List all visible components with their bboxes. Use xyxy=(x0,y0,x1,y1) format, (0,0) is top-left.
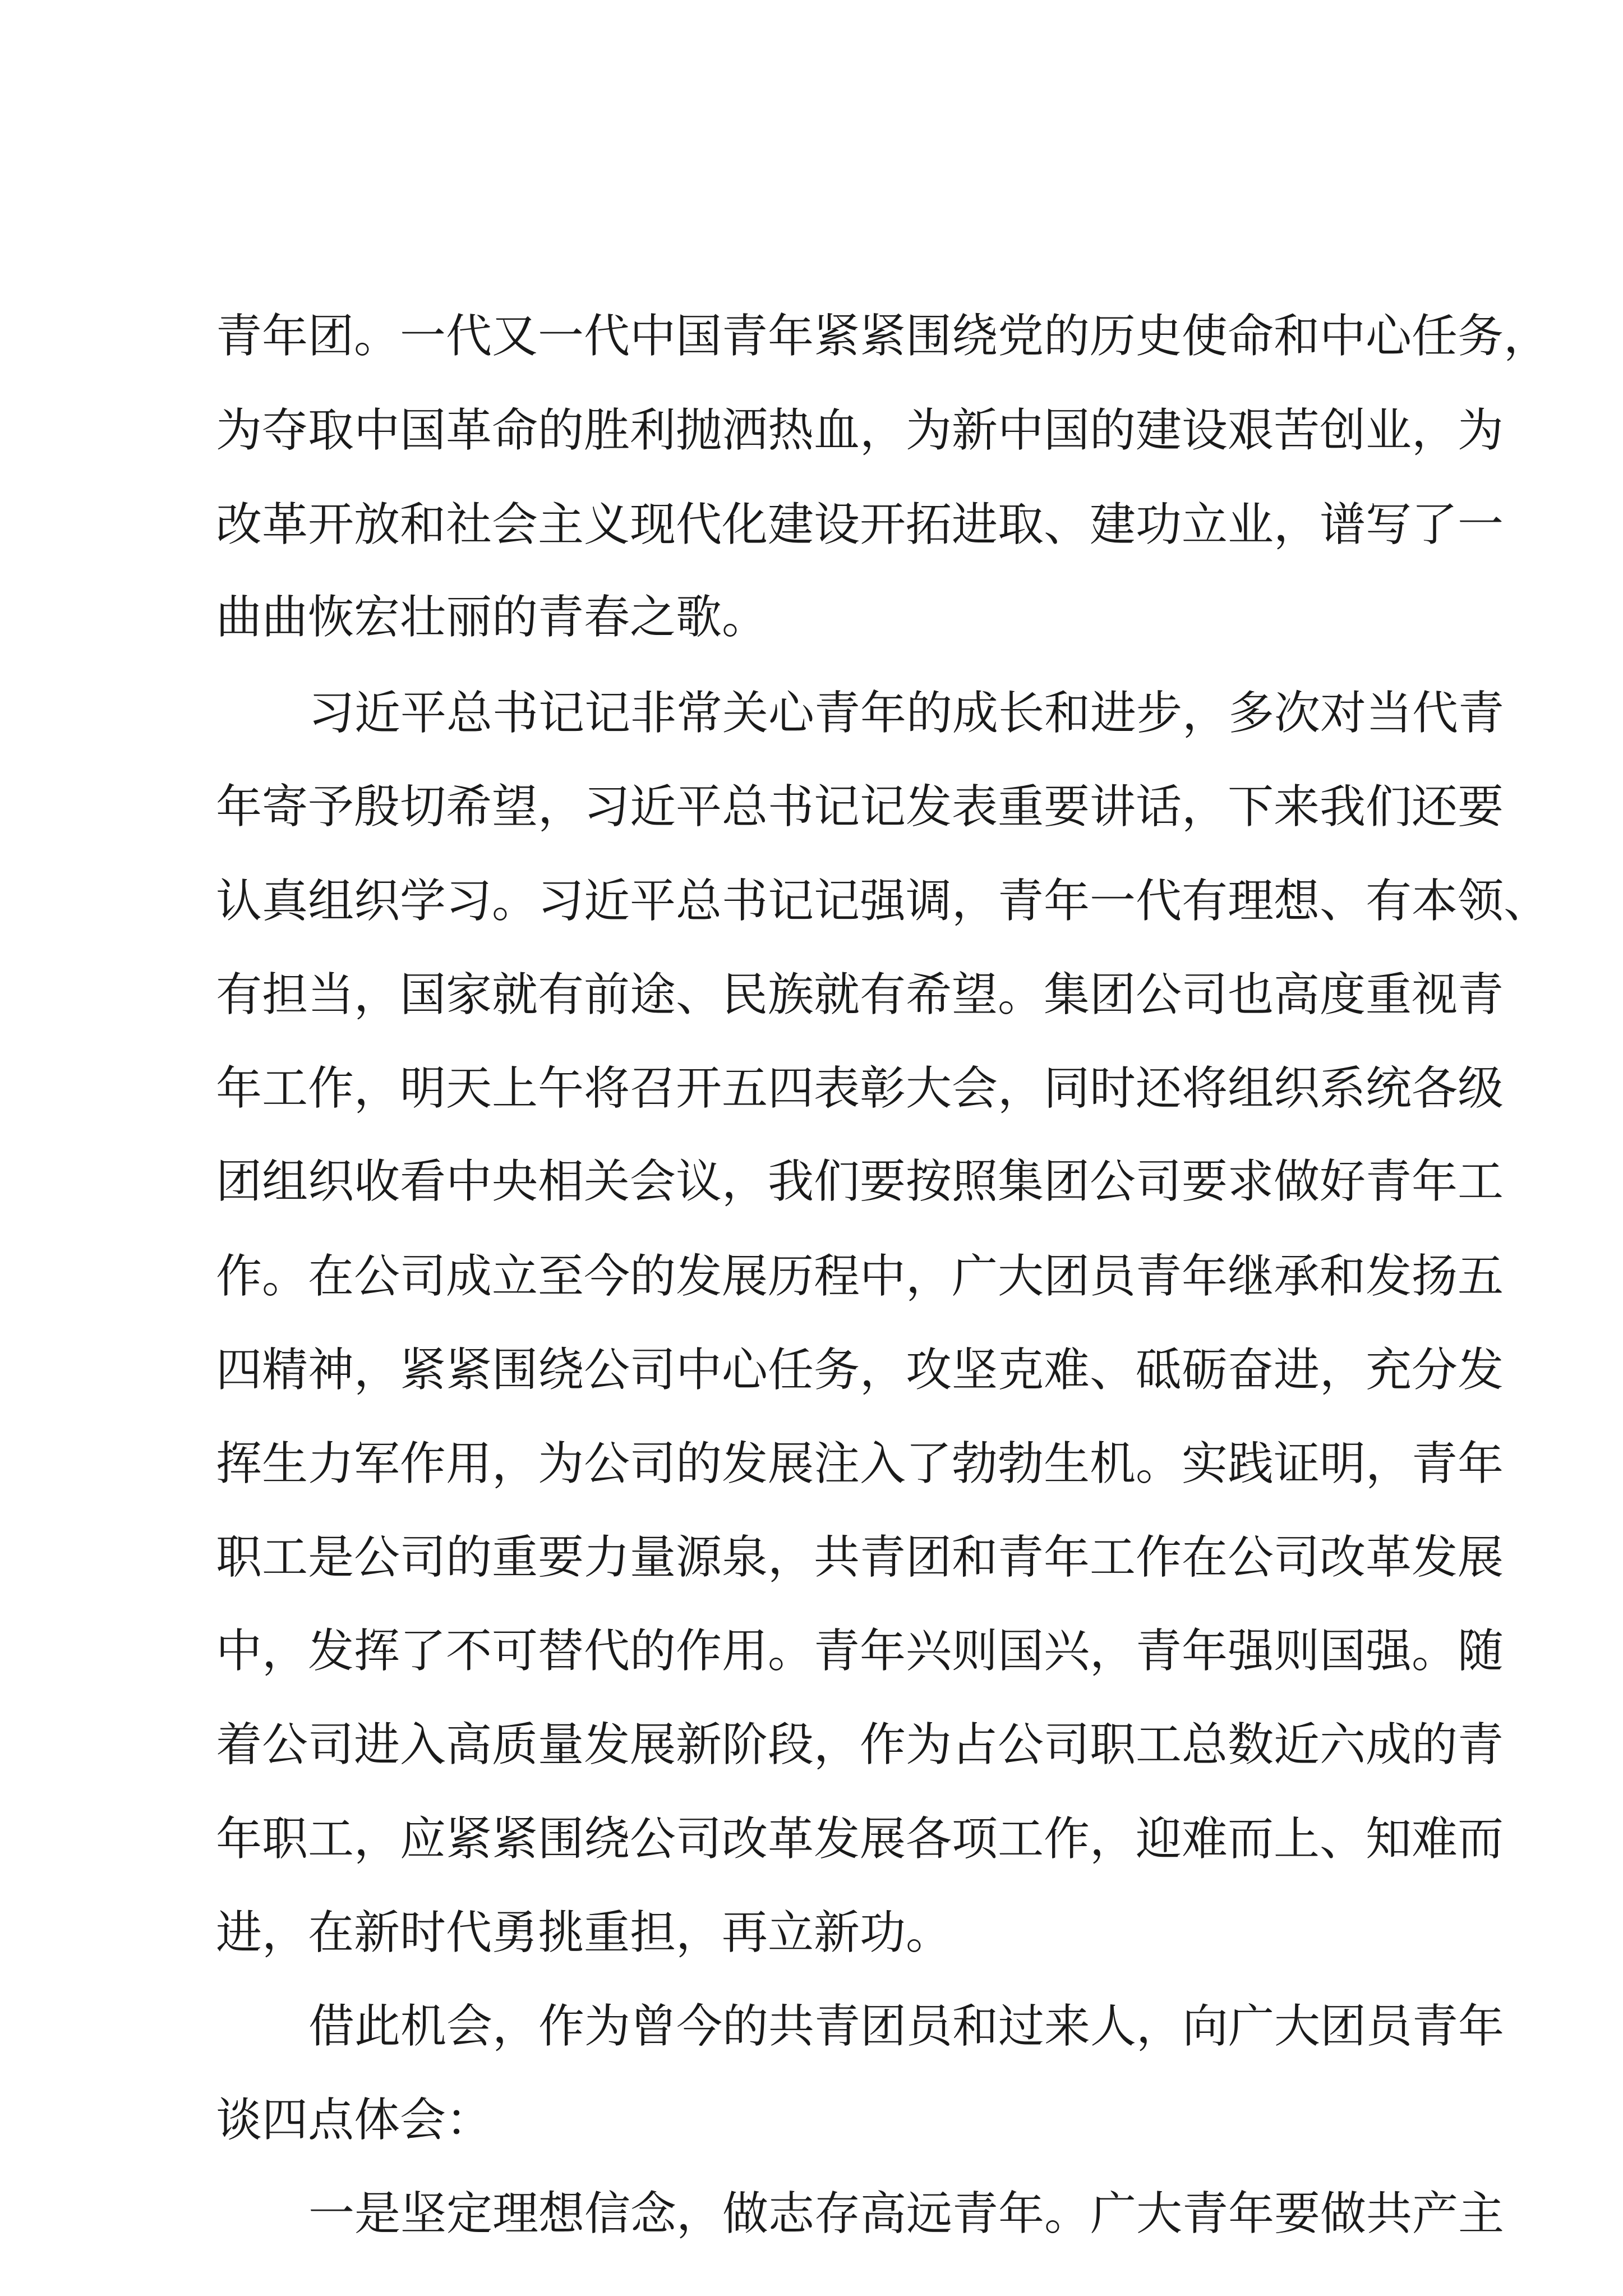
text-line: 为夺取中国革命的胜利抛洒热血，为新中国的建设艰苦创业，为 xyxy=(216,404,1504,457)
text-line: 年职工，应紧紧围绕公司改革发展各项工作，迎难而上、知难而 xyxy=(216,1812,1504,1866)
text-line: 中，发挥了不可替代的作用。青年兴则国兴，青年强则国强。随 xyxy=(216,1625,1504,1678)
text-line: 习近平总书记记非常关心青年的成长和进步，多次对当代青 xyxy=(308,687,1505,740)
text-line: 青年团。一代又一代中国青年紧紧围绕党的历史使命和中心任务， xyxy=(216,310,1550,363)
text-line: 作。在公司成立至今的发展历程中，广大团员青年继承和发扬五 xyxy=(216,1250,1504,1303)
text-line: 有担当，国家就有前途、民族就有希望。集团公司也高度重视青 xyxy=(216,968,1504,1022)
text-line: 改革开放和社会主义现代化建设开拓进取、建功立业，谱写了一 xyxy=(216,498,1504,551)
text-line: 着公司进入高质量发展新阶段，作为占公司职工总数近六成的青 xyxy=(216,1718,1504,1772)
text-line: 认真组织学习。习近平总书记记强调，青年一代有理想、有本领、 xyxy=(216,875,1550,928)
text-line: 一是坚定理想信念，做志存高远青年。广大青年要做共产主 xyxy=(308,2187,1505,2240)
text-line: 职工是公司的重要力量源泉，共青团和青年工作在公司改革发展 xyxy=(216,1531,1504,1584)
text-line: 曲曲恢宏壮丽的青春之歌。 xyxy=(216,591,768,644)
text-line: 团组织收看中央相关会议，我们要按照集团公司要求做好青年工 xyxy=(216,1155,1504,1208)
text-line: 年寄予殷切希望，习近平总书记记发表重要讲话，下来我们还要 xyxy=(216,780,1504,834)
text-line: 进，在新时代勇挑重担，再立新功。 xyxy=(216,1906,952,1959)
text-line: 谈四点体会： xyxy=(216,2093,492,2147)
text-line: 挥生力军作用，为公司的发展注入了勃勃生机。实践证明，青年 xyxy=(216,1437,1504,1490)
text-line: 年工作，明天上午将召开五四表彰大会，同时还将组织系统各级 xyxy=(216,1062,1504,1115)
text-line: 四精神，紧紧围绕公司中心任务，攻坚克难、砥砺奋进，充分发 xyxy=(216,1343,1504,1397)
text-line: 借此机会，作为曾今的共青团员和过来人，向广大团员青年 xyxy=(308,2000,1505,2053)
